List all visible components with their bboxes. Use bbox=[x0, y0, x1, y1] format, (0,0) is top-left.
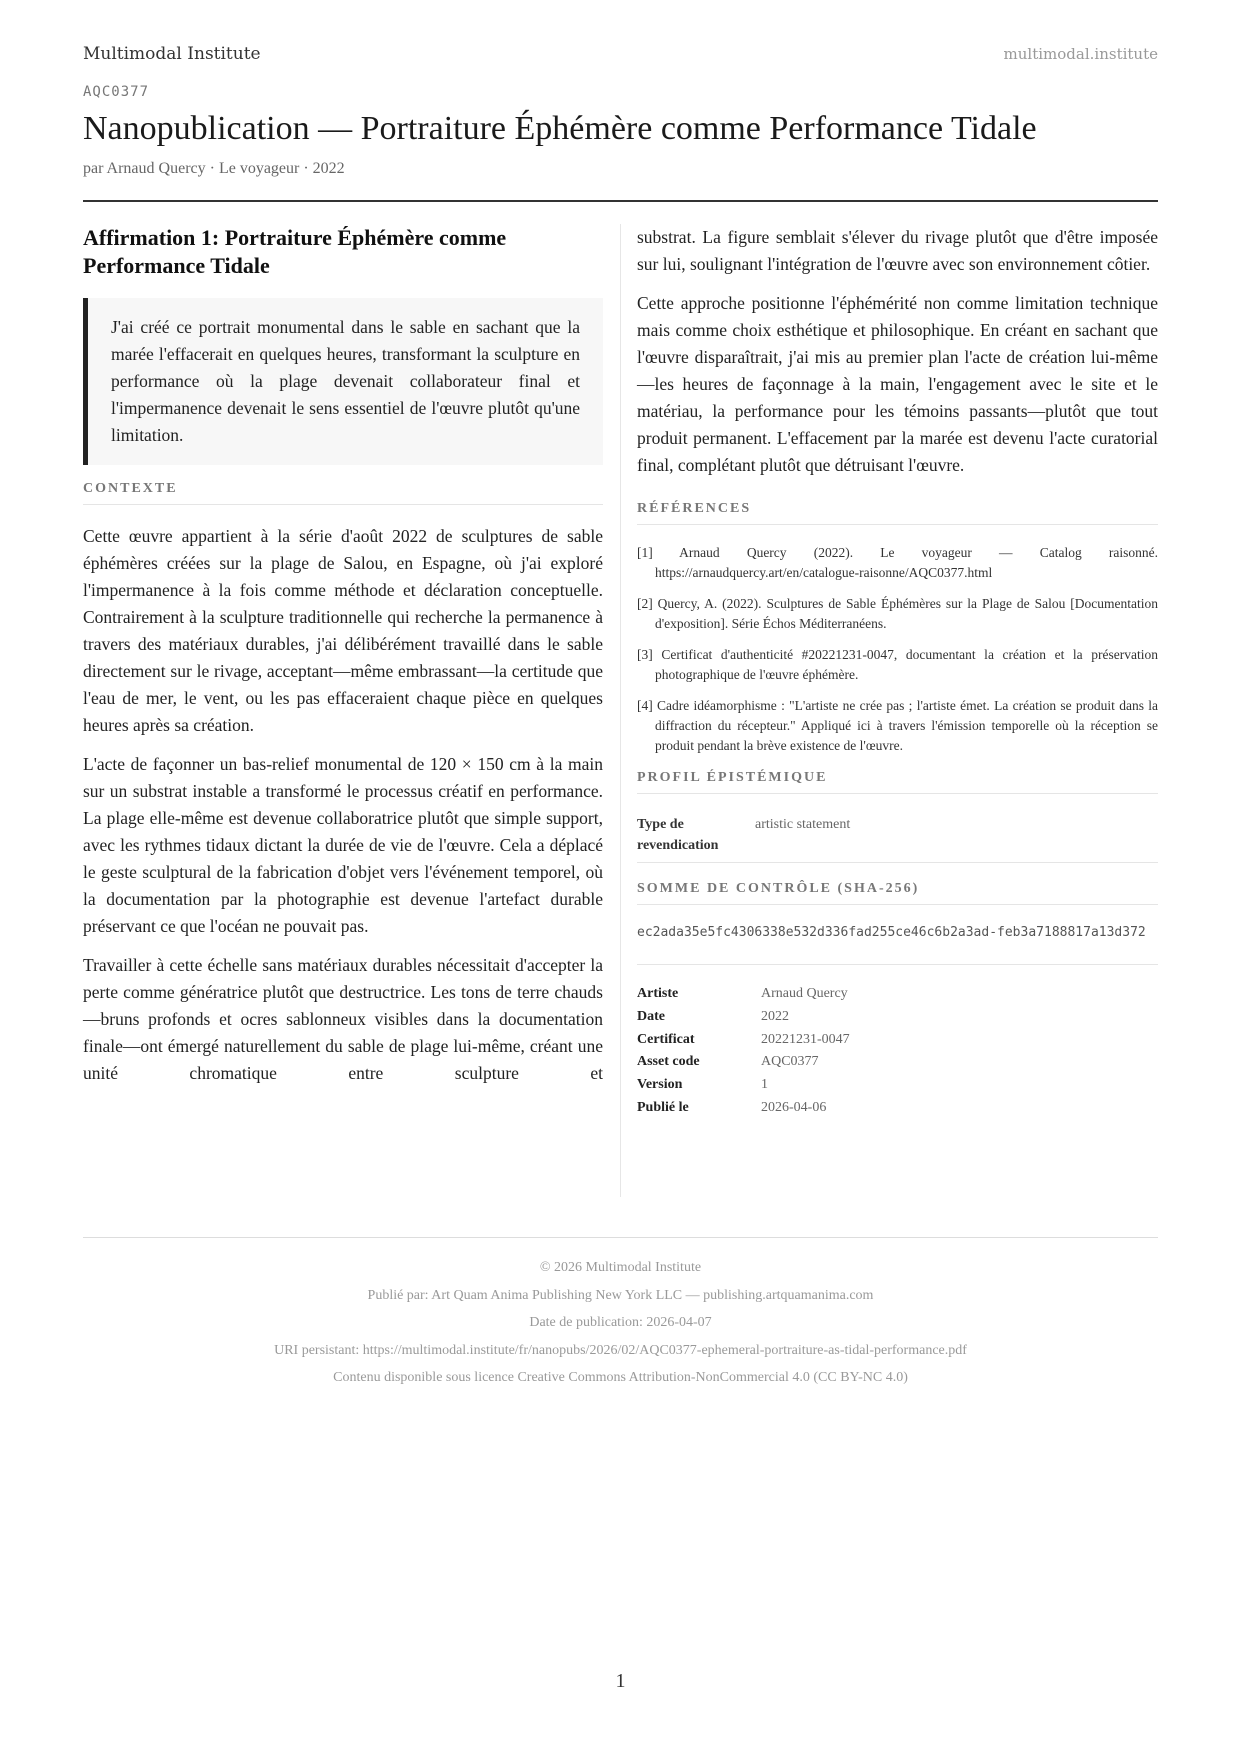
reference-item: [4] Cadre idéamorphisme : "L'artiste ne crée pas ; l'artiste émet. La création se produit dans la diffraction du récepteur." Appliqué ici à travers l'émission temporelle où la réception se produit pendant la brève existence de l'œuvre. bbox=[637, 698, 1158, 753]
header-rule bbox=[83, 200, 1158, 202]
footer-copyright: © 2026 Multimodal Institute bbox=[539, 1260, 702, 1275]
metadata-value: 2022 bbox=[761, 1008, 789, 1024]
context-label: CONTEXTE bbox=[83, 481, 603, 505]
profile-row bbox=[637, 812, 1158, 863]
metadata-row bbox=[637, 1074, 850, 1097]
checksum-label: SOMME DE CONTRÔLE (SHA-256) bbox=[637, 881, 1158, 905]
metadata-key: Date bbox=[637, 1008, 665, 1024]
context-paragraph: L'acte de façonner un bas-relief monumental de 120 × 150 cm à la main sur un substrat instable a transformé le processus créatif en performance. La plage elle-même est devenue collaboratrice plutôt que simple support, avec les rythmes tidaux dictant la durée de vie de l'œuvre. Cela a déplacé le geste sculptural de la fabrication d'objet vers l'événement temporel, où la documentation par la photographie est devenue l'artefact durable préservant ce que l'océan ne pouvait pas. bbox=[83, 754, 603, 936]
context-paragraph: Cette œuvre appartient à la série d'août 2022 de sculptures de sable éphémères créées sur la plage de Salou, en Espagne, où j'ai exploré l'impermanence à la fois comme méthode et déclaration conceptuelle. Contrairement à la sculpture traditionnelle qui recherche la permanence à travers des matériaux durables, j'ai délibérément travaillé dans le sable directement sur le rivage, acceptant—même embrassant—la certitude que l'eau de mer, le vent, ou les pas effaceraient chaque pièce en quelques heures après sa création. bbox=[83, 526, 603, 735]
references-label: RÉFÉRENCES bbox=[637, 501, 1158, 525]
epistemic-profile-table bbox=[637, 812, 1158, 863]
asset-code: AQC0377 bbox=[83, 84, 150, 100]
checksum-value: ec2ada35e5fc4306338e532d336fad255ce46c6b2a3ad-feb3a7188817a13d372 bbox=[637, 923, 1158, 965]
column-divider bbox=[620, 224, 621, 1197]
footer-rule bbox=[83, 1237, 1158, 1238]
page-number: 1 bbox=[615, 1670, 626, 1692]
metadata-key: Certificat bbox=[637, 1031, 695, 1047]
metadata-row bbox=[637, 1051, 850, 1074]
references-list bbox=[637, 543, 1158, 756]
reference-item: [2] Quercy, A. (2022). Sculptures de Sable Éphémères sur la Plage de Salou [Documentation d'exposition]. Série Échos Méditerranéens. bbox=[637, 596, 1158, 631]
metadata-value: Arnaud Quercy bbox=[761, 986, 848, 1001]
byline: par Arnaud Quercy · Le voyageur · 2022 bbox=[83, 160, 345, 177]
right-column bbox=[637, 224, 1158, 1120]
document-page bbox=[83, 0, 1158, 1754]
footer bbox=[83, 1254, 1158, 1392]
metadata-table bbox=[637, 983, 850, 1120]
profile-key: Type de revendication bbox=[637, 817, 719, 853]
claim-quote: J'ai créé ce portrait monumental dans le sable en sachant que la marée l'effacerait en quelques heures, transformant la sculpture en performance où la plage devenait collaborateur final et l'impermanence devenait le sens essentiel de l'œuvre plutôt qu'une limitation. bbox=[83, 298, 603, 465]
footer-persistent-uri: URI persistant: https://multimodal.institute/fr/nanopubs/2026/02/AQC0377-ephemeral-portraiture-as-tidal-performance.pdf bbox=[274, 1342, 967, 1358]
metadata-key: Artiste bbox=[637, 986, 679, 1001]
footer-publication-date: Date de publication: 2026-04-07 bbox=[529, 1315, 712, 1331]
metadata-value: 1 bbox=[761, 1077, 768, 1093]
metadata-key: Publié le bbox=[637, 1099, 689, 1115]
metadata-value: 20221231-0047 bbox=[761, 1031, 850, 1047]
metadata-value: 2026-04-06 bbox=[761, 1099, 827, 1115]
top-bar bbox=[83, 44, 1158, 68]
metadata-key: Asset code bbox=[637, 1054, 700, 1070]
metadata-row bbox=[637, 1097, 850, 1120]
reference-item: [1] Arnaud Quercy (2022). Le voyageur — Catalog raisonné. https://arnaudquercy.art/en/catalogue-raisonne/AQC0377.html bbox=[637, 545, 1158, 580]
page-title: Nanopublication — Portraiture Éphémère comme Performance Tidale bbox=[83, 110, 1037, 147]
metadata-row bbox=[637, 1029, 850, 1052]
footer-license: Contenu disponible sous licence Creative Commons Attribution-NonCommercial 4.0 (CC BY-NC 4.0) bbox=[333, 1370, 908, 1386]
context-paragraph: Travailler à cette échelle sans matériaux durables nécessitait d'accepter la perte comme génératrice plutôt que destructrice. Les tons de terre chauds—bruns profonds et ocres sablonneux visibles dans la documentation finale—ont émergé naturellement du sable de plage lui-même, créant une unité chromatique entre sculpture et bbox=[83, 955, 603, 1083]
profile-value: artistic statement bbox=[755, 817, 851, 832]
metadata-value: AQC0377 bbox=[761, 1054, 819, 1070]
claim-title: Affirmation 1: Portraiture Éphémère comme Performance Tidale bbox=[83, 225, 507, 278]
institute-name: Multimodal Institute bbox=[83, 44, 261, 64]
context-paragraph: Cette approche positionne l'éphémérité non comme limitation technique mais comme choix esthétique et philosophique. En créant en sachant que l'œuvre disparaîtrait, j'ai mis au premier plan l'acte de création lui-même—les heures de façonnage à la main, l'engagement avec le site et le matériau, la performance pour les témoins passants—plutôt que tout produit permanent. L'effacement par la marée est devenu l'acte curatorial final, complétant plutôt que détruisant l'œuvre. bbox=[637, 293, 1158, 475]
metadata-key: Version bbox=[637, 1077, 683, 1093]
footer-publisher: Publié par: Art Quam Anima Publishing New York LLC — publishing.artquamanima.com bbox=[367, 1287, 874, 1303]
left-column bbox=[83, 224, 603, 1099]
metadata-row bbox=[637, 983, 850, 1006]
epistemic-profile-label: PROFIL ÉPISTÉMIQUE bbox=[637, 770, 1158, 794]
metadata-row bbox=[637, 1006, 850, 1029]
reference-item: [3] Certificat d'authenticité #20221231-0047, documentant la création et la préservation photographique de l'œuvre éphémère. bbox=[637, 647, 1158, 682]
context-paragraph: substrat. La figure semblait s'élever du rivage plutôt que d'être imposée sur lui, soulignant l'intégration de l'œuvre avec son environnement côtier. bbox=[637, 227, 1158, 274]
institute-domain: multimodal.institute bbox=[1003, 45, 1158, 63]
